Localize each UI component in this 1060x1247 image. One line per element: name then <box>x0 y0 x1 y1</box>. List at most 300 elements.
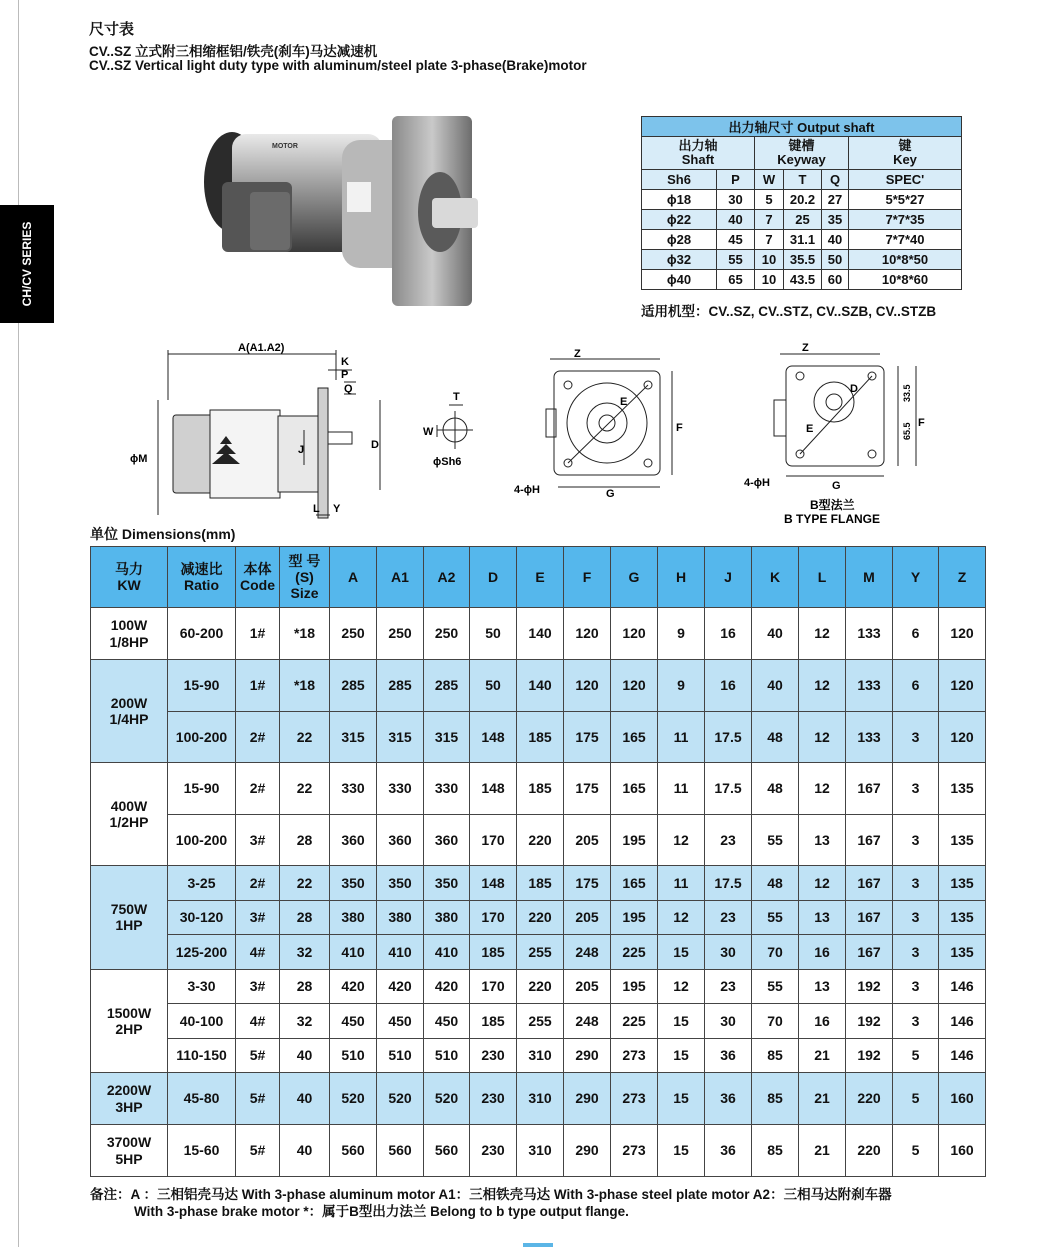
dim-cell: 30-120 <box>168 900 236 935</box>
dim-cell: 510 <box>424 1038 470 1073</box>
dim-cell: 11 <box>658 866 705 901</box>
dim-cell: 450 <box>377 1004 424 1039</box>
dim-cell: 420 <box>330 969 377 1004</box>
dim-row <box>91 814 986 866</box>
dim-cell: 3-30 <box>168 969 236 1004</box>
dim-row <box>91 969 986 1004</box>
dim-cell: 3 <box>893 969 939 1004</box>
label-z: Z <box>574 348 581 360</box>
dim-cell: 315 <box>377 711 424 763</box>
dim-cell: 225 <box>611 1004 658 1039</box>
dim-cell: 560 <box>424 1125 470 1177</box>
dim-cell: *18 <box>280 660 330 712</box>
power-cell: 750W 1HP <box>91 866 168 970</box>
dim-cell: 40 <box>280 1038 330 1073</box>
dim-row <box>91 866 986 901</box>
dim-cell: 85 <box>752 1125 799 1177</box>
dim-cell: 55 <box>752 969 799 1004</box>
dim-cell: 100-200 <box>168 711 236 763</box>
dim-cell: 13 <box>799 969 846 1004</box>
group-key: 键 Key <box>849 137 962 170</box>
dim-cell: 148 <box>470 866 517 901</box>
dim-cell: 140 <box>517 660 564 712</box>
header-col: L <box>799 547 846 608</box>
dim-row <box>91 900 986 935</box>
dim-cell: 167 <box>846 935 893 970</box>
dim-cell: 12 <box>799 608 846 660</box>
dim-cell: 32 <box>280 1004 330 1039</box>
dim-cell: 360 <box>424 814 470 866</box>
dim-cell: 13 <box>799 814 846 866</box>
dim-cell: 3-25 <box>168 866 236 901</box>
shaft-col-header: Q <box>822 170 849 190</box>
dim-cell: 22 <box>280 711 330 763</box>
shaft-cell: 5*5*27 <box>849 190 962 210</box>
dim-cell: 146 <box>939 969 986 1004</box>
dim-row <box>91 1004 986 1039</box>
dim-row <box>91 1125 986 1177</box>
power-cell: 3700W 5HP <box>91 1125 168 1177</box>
shaft-cell: 7*7*40 <box>849 230 962 250</box>
dim-cell: 55 <box>752 814 799 866</box>
dim-cell: 330 <box>424 763 470 815</box>
dim-cell: 520 <box>377 1073 424 1125</box>
shaft-col-header: W <box>755 170 784 190</box>
shaft-cell: ϕ32 <box>642 250 717 270</box>
label-t: T <box>453 391 460 403</box>
shaft-cell: 35 <box>822 210 849 230</box>
dim-cell: 32 <box>280 935 330 970</box>
dim-cell: 560 <box>377 1125 424 1177</box>
dim-cell: 285 <box>330 660 377 712</box>
label-335: 33.5 <box>902 384 912 402</box>
dim-cell: 17.5 <box>705 763 752 815</box>
dim-cell: 15 <box>658 1038 705 1073</box>
dim-cell: 175 <box>564 763 611 815</box>
dim-cell: 22 <box>280 866 330 901</box>
label-655: 65.5 <box>902 422 912 440</box>
shaft-cell: 10*8*50 <box>849 250 962 270</box>
dim-cell: 160 <box>939 1125 986 1177</box>
dim-cell: 15 <box>658 1125 705 1177</box>
output-shaft-table <box>641 116 962 290</box>
dim-cell: 192 <box>846 969 893 1004</box>
dim-row <box>91 660 986 712</box>
dim-cell: 21 <box>799 1073 846 1125</box>
dim-cell: 5# <box>236 1073 280 1125</box>
series-side-tab <box>0 205 54 323</box>
label-f: F <box>676 422 683 434</box>
footnotes <box>90 1186 1000 1220</box>
dim-cell: 410 <box>424 935 470 970</box>
dim-cell: 120 <box>939 608 986 660</box>
dim-cell: 48 <box>752 866 799 901</box>
dim-cell: 273 <box>611 1038 658 1073</box>
dim-cell: 4# <box>236 935 280 970</box>
dim-cell: 120 <box>939 660 986 712</box>
dim-cell: 185 <box>517 763 564 815</box>
dim-cell: 273 <box>611 1073 658 1125</box>
dim-cell: 133 <box>846 660 893 712</box>
shaft-cell: 60 <box>822 270 849 290</box>
dim-cell: 205 <box>564 900 611 935</box>
dim-cell: 148 <box>470 763 517 815</box>
dim-cell: 420 <box>377 969 424 1004</box>
dim-cell: 170 <box>470 814 517 866</box>
shaft-col-header: Sh6 <box>642 170 717 190</box>
side-tab-label: CH/CV SERIES <box>20 221 34 307</box>
dim-cell: 520 <box>330 1073 377 1125</box>
dim-cell: 15 <box>658 1073 705 1125</box>
dim-cell: 170 <box>470 900 517 935</box>
shaft-cell: 35.5 <box>784 250 822 270</box>
label-e: E <box>620 396 628 408</box>
label-g-b: G <box>832 480 841 492</box>
dim-cell: 230 <box>470 1125 517 1177</box>
dim-cell: 220 <box>846 1125 893 1177</box>
dim-cell: 12 <box>799 711 846 763</box>
shaft-col-header: P <box>717 170 755 190</box>
shaft-cell: 7*7*35 <box>849 210 962 230</box>
label-d-b: D <box>850 383 858 395</box>
dim-cell: 3 <box>893 814 939 866</box>
motor-photo <box>192 112 502 312</box>
dim-cell: 11 <box>658 763 705 815</box>
shaft-cell: 10 <box>755 250 784 270</box>
dim-cell: 350 <box>377 866 424 901</box>
shaft-cell: 7 <box>755 230 784 250</box>
dim-cell: 1# <box>236 660 280 712</box>
dim-cell: 40 <box>752 660 799 712</box>
dim-cell: 360 <box>330 814 377 866</box>
dim-cell: 5 <box>893 1125 939 1177</box>
dim-cell: 5# <box>236 1125 280 1177</box>
dim-cell: 50 <box>470 660 517 712</box>
dim-cell: 133 <box>846 608 893 660</box>
dim-cell: 120 <box>611 660 658 712</box>
dim-cell: 12 <box>799 660 846 712</box>
dim-cell: 195 <box>611 900 658 935</box>
header-col: E <box>517 547 564 608</box>
dim-cell: 40 <box>752 608 799 660</box>
shaft-cell: 45 <box>717 230 755 250</box>
label-l: L <box>313 503 320 515</box>
dimensions-table <box>90 546 986 1177</box>
header-ratio: 减速比 Ratio <box>168 547 236 608</box>
dim-cell: 4# <box>236 1004 280 1039</box>
group-shaft: 出力轴 Shaft <box>642 137 755 170</box>
shaft-cell: 40 <box>717 210 755 230</box>
dim-cell: 225 <box>611 935 658 970</box>
dim-cell: 3# <box>236 814 280 866</box>
shaft-row <box>642 190 962 210</box>
dim-cell: 125-200 <box>168 935 236 970</box>
dim-cell: 12 <box>799 866 846 901</box>
dim-cell: 175 <box>564 866 611 901</box>
dim-cell: 6 <box>893 608 939 660</box>
dim-cell: 195 <box>611 814 658 866</box>
label-p: P <box>341 369 349 381</box>
dim-row <box>91 763 986 815</box>
dim-cell: 23 <box>705 900 752 935</box>
dim-cell: 12 <box>658 814 705 866</box>
label-y: Y <box>333 503 341 515</box>
dim-cell: 135 <box>939 900 986 935</box>
dim-cell: 185 <box>517 711 564 763</box>
dim-cell: 48 <box>752 763 799 815</box>
dim-cell: 85 <box>752 1038 799 1073</box>
label-f-b: F <box>918 417 925 429</box>
dim-cell: 450 <box>424 1004 470 1039</box>
dim-cell: 50 <box>470 608 517 660</box>
dim-cell: 205 <box>564 969 611 1004</box>
dim-cell: 16 <box>799 935 846 970</box>
label-z-b: Z <box>802 342 809 354</box>
label-g: G <box>606 488 615 500</box>
dim-cell: 5 <box>893 1038 939 1073</box>
dim-row <box>91 1038 986 1073</box>
page-margin-line <box>18 0 19 1247</box>
dim-cell: 120 <box>611 608 658 660</box>
dim-cell: 410 <box>330 935 377 970</box>
dim-cell: 290 <box>564 1038 611 1073</box>
header-col: Z <box>939 547 986 608</box>
b-type-flange-drawing <box>740 340 940 530</box>
dim-cell: 165 <box>611 866 658 901</box>
dim-cell: 195 <box>611 969 658 1004</box>
dim-cell: 12 <box>658 969 705 1004</box>
dim-cell: 175 <box>564 711 611 763</box>
dim-row <box>91 1073 986 1125</box>
dim-cell: 185 <box>517 866 564 901</box>
power-cell: 2200W 3HP <box>91 1073 168 1125</box>
dim-cell: 15-90 <box>168 763 236 815</box>
dim-cell: 310 <box>517 1073 564 1125</box>
dim-cell: 146 <box>939 1004 986 1039</box>
dim-cell: 17.5 <box>705 711 752 763</box>
dim-cell: 450 <box>330 1004 377 1039</box>
dim-row <box>91 608 986 660</box>
shaft-cell: 25 <box>784 210 822 230</box>
shaft-cell: 20.2 <box>784 190 822 210</box>
shaft-cell: 10*8*60 <box>849 270 962 290</box>
dim-cell: 2# <box>236 763 280 815</box>
shaft-cell: ϕ28 <box>642 230 717 250</box>
dim-cell: 220 <box>517 969 564 1004</box>
dim-cell: 3 <box>893 1004 939 1039</box>
dim-cell: 110-150 <box>168 1038 236 1073</box>
dim-cell: 3 <box>893 900 939 935</box>
dim-cell: 167 <box>846 763 893 815</box>
dim-cell: 330 <box>377 763 424 815</box>
dim-cell: 167 <box>846 814 893 866</box>
footnote-line-1: 备注：A ：三相铝壳马达 With 3-phase aluminum motor A1：三相铁壳马达 With 3-phase steel plate motor A2：三相马达附刹车器 <box>90 1187 892 1202</box>
dim-cell: 250 <box>330 608 377 660</box>
dim-cell: 248 <box>564 935 611 970</box>
dim-cell: 290 <box>564 1125 611 1177</box>
dim-cell: 23 <box>705 814 752 866</box>
header-col: J <box>705 547 752 608</box>
dim-cell: 220 <box>517 814 564 866</box>
shaft-cell: ϕ22 <box>642 210 717 230</box>
dim-cell: 160 <box>939 1073 986 1125</box>
dim-cell: 70 <box>752 935 799 970</box>
dim-cell: 16 <box>705 608 752 660</box>
dim-cell: 30 <box>705 1004 752 1039</box>
dim-cell: 420 <box>424 969 470 1004</box>
shaft-col-header: T <box>784 170 822 190</box>
dim-cell: 21 <box>799 1125 846 1177</box>
dim-cell: 255 <box>517 935 564 970</box>
svg-text:MOTOR: MOTOR <box>272 143 298 150</box>
dim-cell: 250 <box>377 608 424 660</box>
dim-cell: 330 <box>330 763 377 815</box>
dim-header-row <box>91 547 986 608</box>
dim-cell: 520 <box>424 1073 470 1125</box>
label-k: K <box>341 356 349 368</box>
applicable-models: 适用机型：CV..SZ, CV..STZ, CV..SZB, CV..STZB <box>641 304 937 319</box>
dim-cell: 40-100 <box>168 1004 236 1039</box>
shaft-cell: 43.5 <box>784 270 822 290</box>
label-j: J <box>298 444 305 456</box>
dim-cell: 220 <box>846 1073 893 1125</box>
dim-cell: 5 <box>893 1073 939 1125</box>
front-flange-drawing <box>510 345 690 500</box>
dim-cell: 310 <box>517 1125 564 1177</box>
dim-cell: 135 <box>939 814 986 866</box>
dim-cell: 285 <box>424 660 470 712</box>
dim-cell: 3# <box>236 900 280 935</box>
dim-cell: 40 <box>280 1073 330 1125</box>
subtitle-cn: CV..SZ 立式附三相缩框铝/铁壳(刹车)马达减速机 <box>89 44 378 59</box>
dim-cell: 3 <box>893 763 939 815</box>
header-col: F <box>564 547 611 608</box>
dim-cell: 165 <box>611 763 658 815</box>
dim-cell: 135 <box>939 763 986 815</box>
dim-cell: 315 <box>330 711 377 763</box>
label-sh6: ϕSh6 <box>433 456 462 468</box>
dim-cell: 135 <box>939 935 986 970</box>
dim-cell: 273 <box>611 1125 658 1177</box>
header-power: 马力 KW <box>91 547 168 608</box>
dim-cell: 255 <box>517 1004 564 1039</box>
dim-cell: 23 <box>705 969 752 1004</box>
dim-cell: 148 <box>470 711 517 763</box>
shaft-section-drawing <box>415 385 485 475</box>
dim-cell: 135 <box>939 866 986 901</box>
dim-cell: 60-200 <box>168 608 236 660</box>
dim-cell: 310 <box>517 1038 564 1073</box>
dim-cell: 170 <box>470 969 517 1004</box>
header-col: K <box>752 547 799 608</box>
header-col: Y <box>893 547 939 608</box>
dim-cell: 40 <box>280 1125 330 1177</box>
dim-cell: 360 <box>377 814 424 866</box>
dim-cell: 36 <box>705 1073 752 1125</box>
dim-cell: 192 <box>846 1038 893 1073</box>
header-col: G <box>611 547 658 608</box>
dim-cell: 16 <box>705 660 752 712</box>
header-code: 本体 Code <box>236 547 280 608</box>
header-col: A1 <box>377 547 424 608</box>
dim-cell: 192 <box>846 1004 893 1039</box>
flange-en: B TYPE FLANGE <box>784 512 881 526</box>
flange-cn: B型法兰 <box>810 498 855 512</box>
header-col: D <box>470 547 517 608</box>
power-cell: 1500W 2HP <box>91 969 168 1073</box>
dim-cell: 220 <box>517 900 564 935</box>
page-marker <box>523 1243 553 1247</box>
output-shaft-title: 出力轴尺寸 Output shaft <box>642 117 962 137</box>
dim-cell: 315 <box>424 711 470 763</box>
dim-cell: 12 <box>799 763 846 815</box>
shaft-cell: 10 <box>755 270 784 290</box>
shaft-cell: 55 <box>717 250 755 270</box>
dim-cell: 290 <box>564 1073 611 1125</box>
side-view-drawing <box>128 340 398 520</box>
dim-cell: *18 <box>280 608 330 660</box>
dim-cell: 248 <box>564 1004 611 1039</box>
dim-cell: 15 <box>658 1004 705 1039</box>
shaft-cell: 65 <box>717 270 755 290</box>
shaft-cell: 40 <box>822 230 849 250</box>
dim-cell: 13 <box>799 900 846 935</box>
shaft-row <box>642 210 962 230</box>
label-e-b: E <box>806 423 814 435</box>
dim-cell: 5# <box>236 1038 280 1073</box>
dim-cell: 15-60 <box>168 1125 236 1177</box>
subtitle-en: CV..SZ Vertical light duty type with aluminum/steel plate 3-phase(Brake)motor <box>89 58 587 73</box>
dim-cell: 70 <box>752 1004 799 1039</box>
header-col: A2 <box>424 547 470 608</box>
units-label: 单位 Dimensions(mm) <box>90 526 236 542</box>
dim-cell: 3# <box>236 969 280 1004</box>
shaft-cell: 30 <box>717 190 755 210</box>
group-keyway: 键槽 Keyway <box>755 137 849 170</box>
shaft-row <box>642 270 962 290</box>
dim-cell: 140 <box>517 608 564 660</box>
dim-cell: 45-80 <box>168 1073 236 1125</box>
label-a: A(A1.A2) <box>238 342 285 354</box>
power-cell: 400W 1/2HP <box>91 763 168 866</box>
dim-cell: 28 <box>280 814 330 866</box>
dim-cell: 185 <box>470 1004 517 1039</box>
label-q: Q <box>344 383 353 395</box>
label-m: ϕM <box>130 453 148 465</box>
dim-cell: 167 <box>846 866 893 901</box>
dim-cell: 30 <box>705 935 752 970</box>
dim-cell: 285 <box>377 660 424 712</box>
header-size: 型 号 (S) Size <box>280 547 330 608</box>
dim-cell: 250 <box>424 608 470 660</box>
dim-cell: 12 <box>658 900 705 935</box>
dim-cell: 120 <box>564 608 611 660</box>
dim-cell: 1# <box>236 608 280 660</box>
label-w: W <box>423 426 434 438</box>
dim-cell: 9 <box>658 608 705 660</box>
dim-row <box>91 711 986 763</box>
dim-cell: 350 <box>424 866 470 901</box>
dim-cell: 3 <box>893 711 939 763</box>
dim-cell: 167 <box>846 900 893 935</box>
dim-cell: 560 <box>330 1125 377 1177</box>
dim-cell: 510 <box>377 1038 424 1073</box>
dim-cell: 55 <box>752 900 799 935</box>
dim-cell: 230 <box>470 1038 517 1073</box>
dim-cell: 17.5 <box>705 866 752 901</box>
dim-cell: 9 <box>658 660 705 712</box>
dim-cell: 133 <box>846 711 893 763</box>
